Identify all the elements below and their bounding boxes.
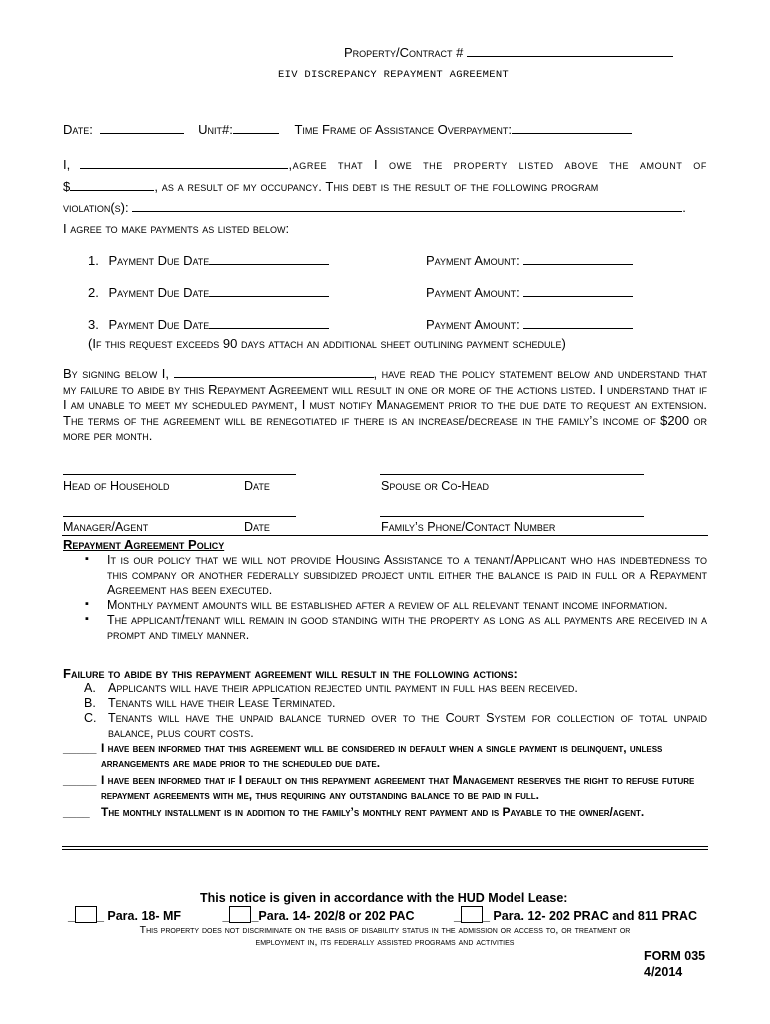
violation-end: . [682,200,686,215]
form-number: FORM 035 [644,949,706,963]
payment-amount-label: Payment Amount: [426,317,520,332]
property-contract-line [344,44,673,60]
payment-num: 2. [88,285,99,300]
ack-text: I have been informed that this agreement will be considered in default when a single payment is delinquent, unless arrangements are made prior to the scheduled due date. [101,741,663,770]
failure-item [84,696,707,711]
ack-item[interactable] [63,805,703,820]
payment-row-2 [88,284,329,300]
payment-amount-field[interactable] [523,316,633,329]
document-title: EIV DISCREPANCY REPAYMENT AGREEMENT [278,69,510,81]
para-14-option[interactable]: _ _Para. 14- 202/8 or 202 PAC [223,909,415,923]
para-18-option[interactable]: _ _ Para. 18- MF [68,909,181,923]
form-date: 4/2014 [644,965,683,979]
failure-list [84,681,707,741]
payment-num: 3. [88,317,99,332]
double-rule [62,846,708,850]
payment-due-label: Payment Due Date [108,253,210,268]
payment-due-field[interactable] [209,316,329,329]
policy-top-rule [62,535,708,536]
payment-due-field[interactable] [209,252,329,265]
para-18-label: Para. 18- MF [107,909,182,923]
date-field[interactable] [100,121,184,134]
sig-line-phone[interactable] [380,516,644,517]
ack-blank[interactable]: _____ [63,773,97,787]
head-of-household-label: Head of Household [63,479,170,493]
payment-amount-field[interactable] [523,284,633,297]
ack-text: The monthly installment is in addition to the family’s monthly rent payment and is Payable to the owner/agent. [101,805,645,819]
statement-body: understand that my failure to abide by this Repayment Agreement will result in one or more of the actions listed. I understand that if I am unable to meet my scheduled payment, I must notify Management prior to the due date to request an extension. The terms of the agreement will be renegotiated if there is an increase/decrease in the family’s income of $200 or more per month. [63,366,707,443]
failure-text: Tenants will have the unpaid balance turned over to the Court System for collection of total unpaid balance, plus court costs. [108,711,707,740]
sig-line-head[interactable] [63,474,296,475]
payment-amount-1 [426,252,633,268]
ack-text: I have been informed that if I default on this repayment agreement that Management reserves the right to refuse future repayment agreements with me, thus requiring any outstanding balance to be paid in full. [101,773,695,802]
violation-row [63,199,686,215]
ack-blank[interactable]: _____ [63,741,97,755]
policy-title: Repayment Agreement Policy [63,537,225,552]
disclaimer-line-1: This property does not discriminate on the basis of disability status in the admission or access to, or treatment or [139,924,631,936]
payment-note: (If this request exceeds 90 days attach an additional sheet outlining payment schedule) [88,336,566,351]
payment-due-label: Payment Due Date [108,317,210,332]
payment-due-field[interactable] [209,284,329,297]
agree-row [63,156,707,172]
payment-amount-label: Payment Amount: [426,253,520,268]
payment-num: 1. [88,253,99,268]
date-label-1: Date [244,479,270,493]
date-label-2: Date [244,520,270,534]
signer-name-field[interactable] [174,365,374,378]
policy-item: ▪ The applicant/tenant will remain in good standing with the property as long as all payments are received in a prompt and timely manner. [63,613,707,643]
failure-text: Applicants will have their application rejected until payment in full has been received. [108,681,578,695]
para-12-checkbox[interactable] [461,906,483,923]
timeframe-field[interactable] [512,121,632,134]
property-contract-field[interactable] [467,44,673,57]
date-unit-row [63,121,632,137]
dollar-sign: $ [63,179,71,194]
violation-field[interactable] [132,199,682,212]
notice-options [68,906,697,923]
agree-text: ,agree that I owe the property listed above the amount of [288,157,707,172]
sig-line-spouse[interactable] [380,474,644,475]
failure-letter: C. [84,711,97,725]
para-18-checkbox[interactable] [75,906,97,923]
manager-label: Manager/Agent [63,520,149,534]
failure-item [84,711,707,741]
para-12-label: Para. 12- 202 PRAC and 811 PRAC [493,909,697,923]
payment-amount-2 [426,284,633,300]
spouse-label: Spouse or Co-Head [381,479,490,493]
failure-text: Tenants will have their Lease Terminated. [108,696,336,710]
i-label: I, [63,157,71,172]
payment-amount-3 [426,316,633,332]
para-14-checkbox[interactable] [229,906,251,923]
statement-prefix: By signing below I, [63,366,169,381]
payment-amount-field[interactable] [523,252,633,265]
para-14-label: Para. 14- 202/8 or 202 PAC [258,909,415,923]
statement-first: , have read the policy statement below and [373,366,614,381]
result-text: , as a result of my occupancy. This debt is the result of the following program [154,179,599,194]
unit-field[interactable] [233,121,279,134]
ack-list [63,741,703,820]
name-field[interactable] [80,156,288,169]
policy-item: ▪ Monthly payment amounts will be established after a review of all relevant tenant income information. [63,598,707,613]
disclaimer [63,924,707,948]
policy-list [63,553,707,643]
payment-due-label: Payment Due Date [108,285,210,300]
timeframe-label: Time Frame of Assistance Overpayment: [294,122,512,137]
amount-field[interactable] [70,178,154,191]
payment-row-3 [88,316,329,332]
notice-text: This notice is given in accordance with the HUD Model Lease: [200,891,568,905]
payments-intro: I agree to make payments as listed below: [63,221,290,236]
violation-label: violation(s): [63,200,129,215]
failure-letter: A. [84,681,96,695]
ack-item[interactable] [63,741,703,771]
date-label: Date: [63,122,93,137]
signing-statement [63,365,707,444]
payment-amount-label: Payment Amount: [426,285,520,300]
failure-title: Failure to abide by this repayment agreement will result in the following actions: [63,666,518,681]
unit-label: Unit#: [198,122,233,137]
amount-row [63,178,598,194]
payment-row-1 [88,252,329,268]
para-12-option[interactable]: _ _ Para. 12- 202 PRAC and 811 PRAC [454,909,697,923]
policy-item: ▪ It is our policy that we will not provide Housing Assistance to a tenant/Applicant who has indebtedness to this company or another federally subsidized project until either the balance is paid in full or a Repayment Agreement has been executed. [63,553,707,598]
failure-item [84,681,707,696]
sig-line-manager[interactable] [63,516,296,517]
ack-item[interactable] [63,773,703,803]
failure-letter: B. [84,696,96,710]
property-contract-label: Property/Contract # [344,45,464,60]
ack-blank[interactable]: ____ [63,805,90,819]
disclaimer-line-2: employment in, its federally assisted programs and activities [255,936,515,948]
phone-label: Family’s Phone/Contact Number [381,520,556,534]
